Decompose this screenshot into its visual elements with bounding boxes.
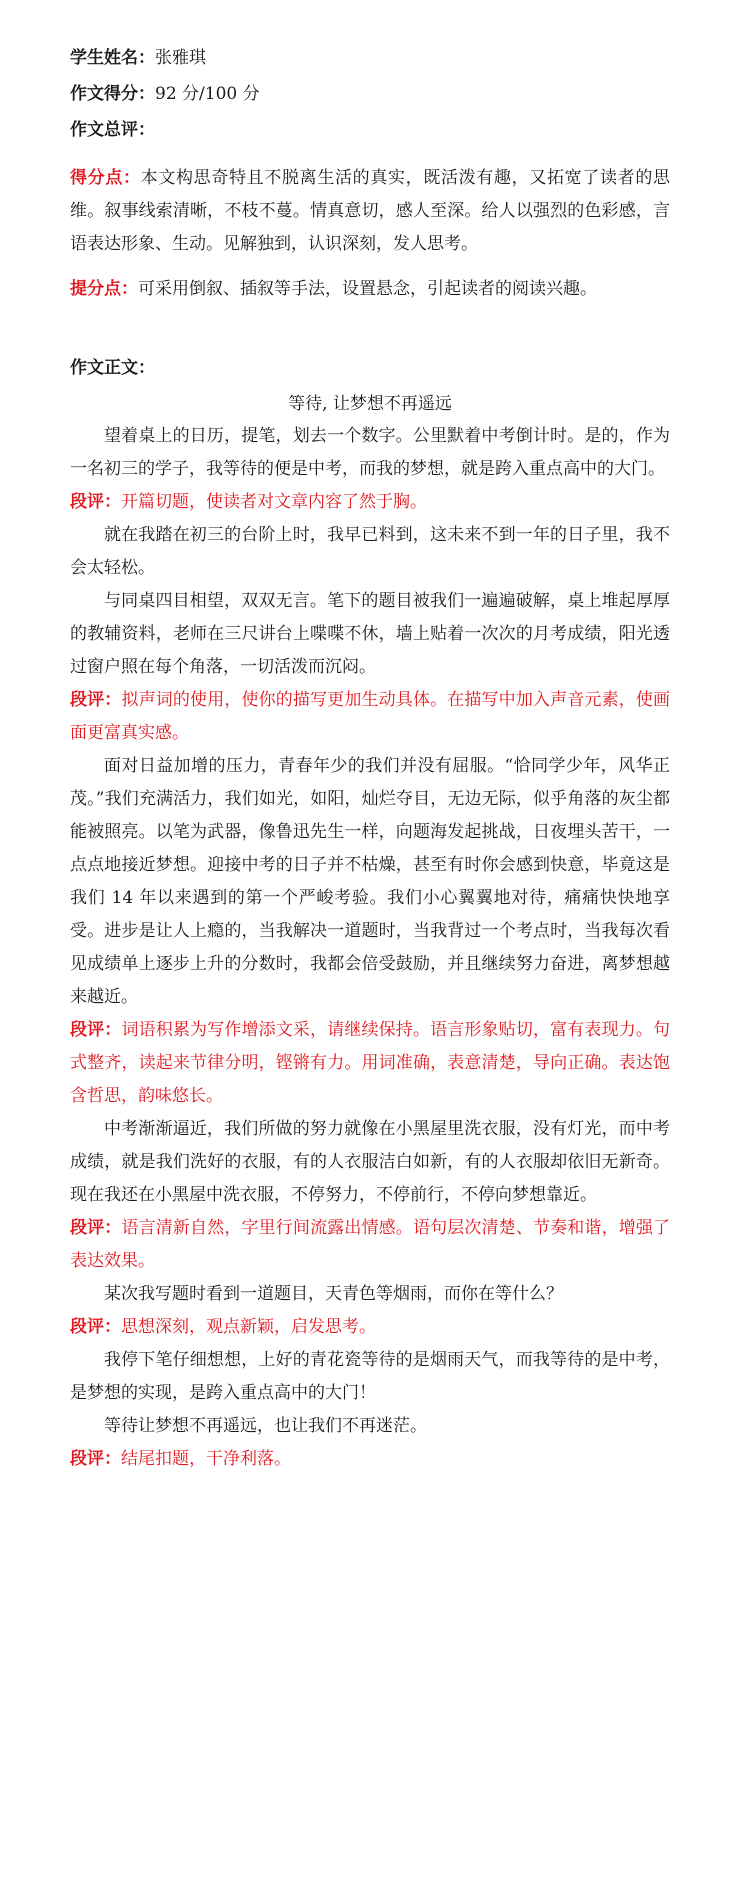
essay-section-label: 作文正文：: [70, 358, 155, 378]
essay-paragraph-6: 某次我写题时看到一道题目，天青色等烟雨，而你在等什么？: [104, 1284, 563, 1304]
comment-label: 段评：: [70, 1218, 122, 1238]
student-name-value: 张雅琪: [155, 48, 206, 68]
comment-text: 思想深刻，观点新颖，启发思考。: [121, 1317, 376, 1337]
essay-paragraph-7: 我停下笔仔细想想，上好的青花瓷等待的是烟雨天气，而我等待的是中考，是梦想的实现，是跨入重点高中的大门！: [70, 1350, 670, 1403]
comment-text: 开篇切题，使读者对文章内容了然于胸。: [121, 492, 427, 512]
comment-text: 结尾扣题，干净利落。: [121, 1449, 291, 1469]
document: [70, 40, 670, 1476]
score-line: [70, 76, 670, 112]
essay-paragraph-1: 望着桌上的日历，提笔，划去一个数字。公里默着中考倒计时。是的，作为一名初三的学子，我等待的便是中考，而我的梦想，就是跨入重点高中的大门。: [70, 426, 670, 479]
essay-paragraph-4: 面对日益加增的压力，青春年少的我们并没有屈服。“恰同学少年，风华正茂。”我们充满活力，我们如光，如阳，灿烂夺目，无边无际，似乎角落的灰尘都能被照亮。以笔为武器，像鲁迅先生一样，向题海发起挑战，日夜埋头苦干，一点点地接近梦想。迎接中考的日子并不枯燥，甚至有时你会感到快意，毕竟这是我们 14 年以来遇到的第一个严峻考验。我们小心翼翼地对待，痛痛快快地享受。进步是让人上瘾的，当我解决一道题时，当我背过一个考点时，当我每次看见成绩单上逐步上升的分数时，我都会倍受鼓励，并且继续努力奋进，离梦想越来越近。: [70, 756, 670, 1007]
paragraph-comment-2: [70, 684, 670, 750]
score-label: 作文得分：: [70, 84, 155, 104]
comment-label: 段评：: [70, 1317, 121, 1337]
overall-review-label: 作文总评：: [70, 120, 155, 140]
score-points: [70, 162, 670, 261]
essay-paragraph-8: 等待让梦想不再遥远，也让我们不再迷茫。: [104, 1416, 427, 1436]
comment-text: 词语积累为写作增添文采，请继续保持。语言形象贴切，富有表现力。句式整齐，读起来节律分明，铿锵有力。用词准确，表意清楚，导向正确。表达饱含哲思，韵味悠长。: [70, 1020, 671, 1106]
paragraph-comment-6: [70, 1443, 670, 1476]
score-points-text: 本文构思奇特且不脱离生活的真实，既活泼有趣，又拓宽了读者的思维。叙事线索清晰，不枝不蔓。情真意切，感人至深。给人以强烈的色彩感，言语表达形象、生动。见解独到，认识深刻，发人思考。: [70, 168, 671, 254]
essay-paragraph-3: 与同桌四目相望，双双无言。笔下的题目被我们一遍遍破解，桌上堆起厚厚的教辅资料，老师在三尺讲台上喋喋不休，墙上贴着一次次的月考成绩，阳光透过窗户照在每个角落，一切活泼而沉闷。: [70, 591, 670, 677]
comment-label: 段评：: [70, 492, 121, 512]
overall-review-line: [70, 112, 670, 148]
paragraph-comment-5: [70, 1311, 670, 1344]
comment-label: 段评：: [70, 690, 122, 710]
essay-paragraph-5: 中考渐渐逼近，我们所做的努力就像在小黑屋里洗衣服，没有灯光，而中考成绩，就是我们洗好的衣服，有的人衣服洁白如新，有的人衣服却依旧无新奇。现在我还在小黑屋中洗衣服，不停努力，不停前行，不停向梦想靠近。: [70, 1119, 670, 1205]
comment-label: 段评：: [70, 1449, 121, 1469]
improve-points: [70, 273, 670, 306]
student-name-label: 学生姓名：: [70, 48, 155, 68]
improve-points-text: 可采用倒叙、插叙等手法，设置悬念，引起读者的阅读兴趣。: [138, 279, 597, 299]
student-name-line: [70, 40, 670, 76]
comment-text: 语言清新自然，字里行间流露出情感。语句层次清楚、节奏和谐，增强了表达效果。: [70, 1218, 671, 1271]
score-value: 92 分/100 分: [155, 84, 260, 104]
comment-text: 拟声词的使用，使你的描写更加生动具体。在描写中加入声音元素，使画面更富真实感。: [70, 690, 671, 743]
essay-paragraph-2: 就在我踏在初三的台阶上时，我早已料到，这未来不到一年的日子里，我不会太轻松。: [70, 525, 670, 578]
paragraph-comment-3: [70, 1014, 670, 1113]
improve-points-label: 提分点：: [70, 279, 138, 299]
score-points-label: 得分点：: [70, 168, 141, 188]
comment-label: 段评：: [70, 1020, 122, 1040]
essay-title: 等待, 让梦想不再遥远: [288, 394, 452, 414]
paragraph-comment-4: [70, 1212, 670, 1278]
paragraph-comment-1: [70, 486, 670, 519]
